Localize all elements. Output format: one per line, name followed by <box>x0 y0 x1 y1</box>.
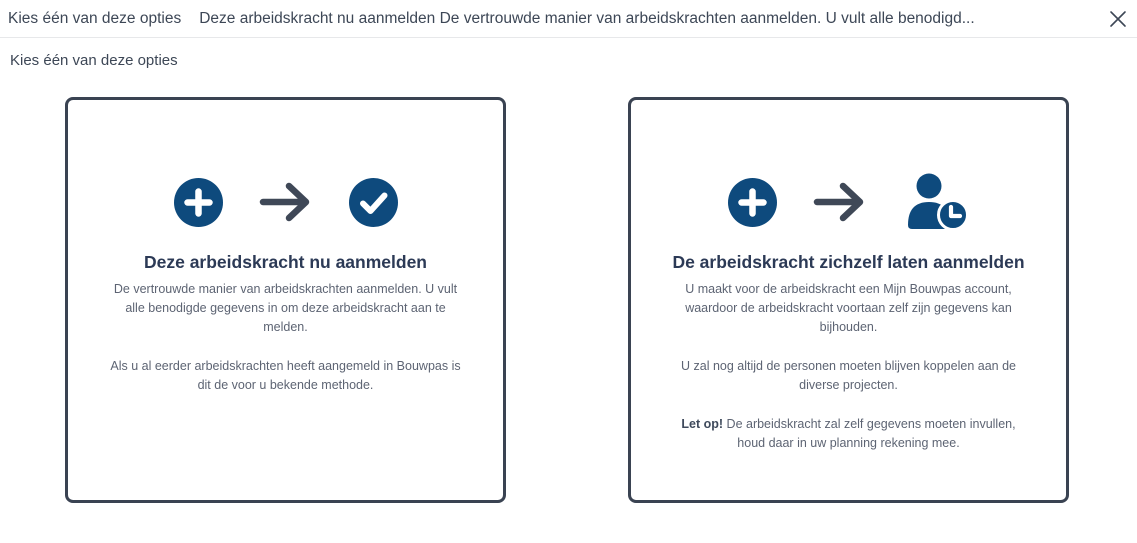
card-paragraph: U zal nog altijd de personen moeten blijven koppelen aan de diverse projecten. <box>681 358 1016 393</box>
plus-circle-icon <box>728 178 777 227</box>
card-paragraph: De vertrouwde manier van arbeidskrachten aanmelden. U vult alle benodigde gegevens in om deze arbeidskracht aan te melden. <box>113 281 458 335</box>
close-icon[interactable] <box>1107 8 1129 30</box>
card-paragraph: Als u al eerder arbeidskrachten heeft aangemeld in Bouwpas is dit de voor u bekende methode. <box>110 358 461 393</box>
card-note-emphasis: Let op! <box>681 416 724 431</box>
card-note <box>671 415 1026 454</box>
header-bar <box>0 0 1137 38</box>
card-title: De arbeidskracht zichzelf laten aanmelden <box>672 252 1025 272</box>
option-card-register-now[interactable] <box>65 97 506 503</box>
check-circle-icon <box>349 178 398 227</box>
card-paragraph: U maakt voor de arbeidskracht een Mijn Bouwpas account, waardoor de arbeidskracht voortaan zelf zijn gegevens kan bijhouden. <box>685 281 1012 335</box>
page-title: Kies één van deze opties <box>10 52 178 69</box>
header-description: Deze arbeidskracht nu aanmelden De vertrouwde manier van arbeidskrachten aanmelden. U vult alle benodigd... <box>199 9 975 27</box>
header-title: Kies één van deze opties <box>8 9 182 27</box>
icon-sequence <box>728 172 969 232</box>
person-clock-icon <box>903 173 969 231</box>
options-container <box>65 97 1137 503</box>
arrow-right-icon <box>813 180 867 224</box>
plus-circle-icon <box>174 178 223 227</box>
option-card-self-register[interactable] <box>628 97 1069 503</box>
card-note-text: De arbeidskracht zal zelf gegevens moeten invullen, houd daar in uw planning rekening mee. <box>723 416 1016 450</box>
arrow-right-icon <box>259 180 313 224</box>
icon-sequence <box>174 172 398 232</box>
card-title: Deze arbeidskracht nu aanmelden <box>143 252 428 272</box>
